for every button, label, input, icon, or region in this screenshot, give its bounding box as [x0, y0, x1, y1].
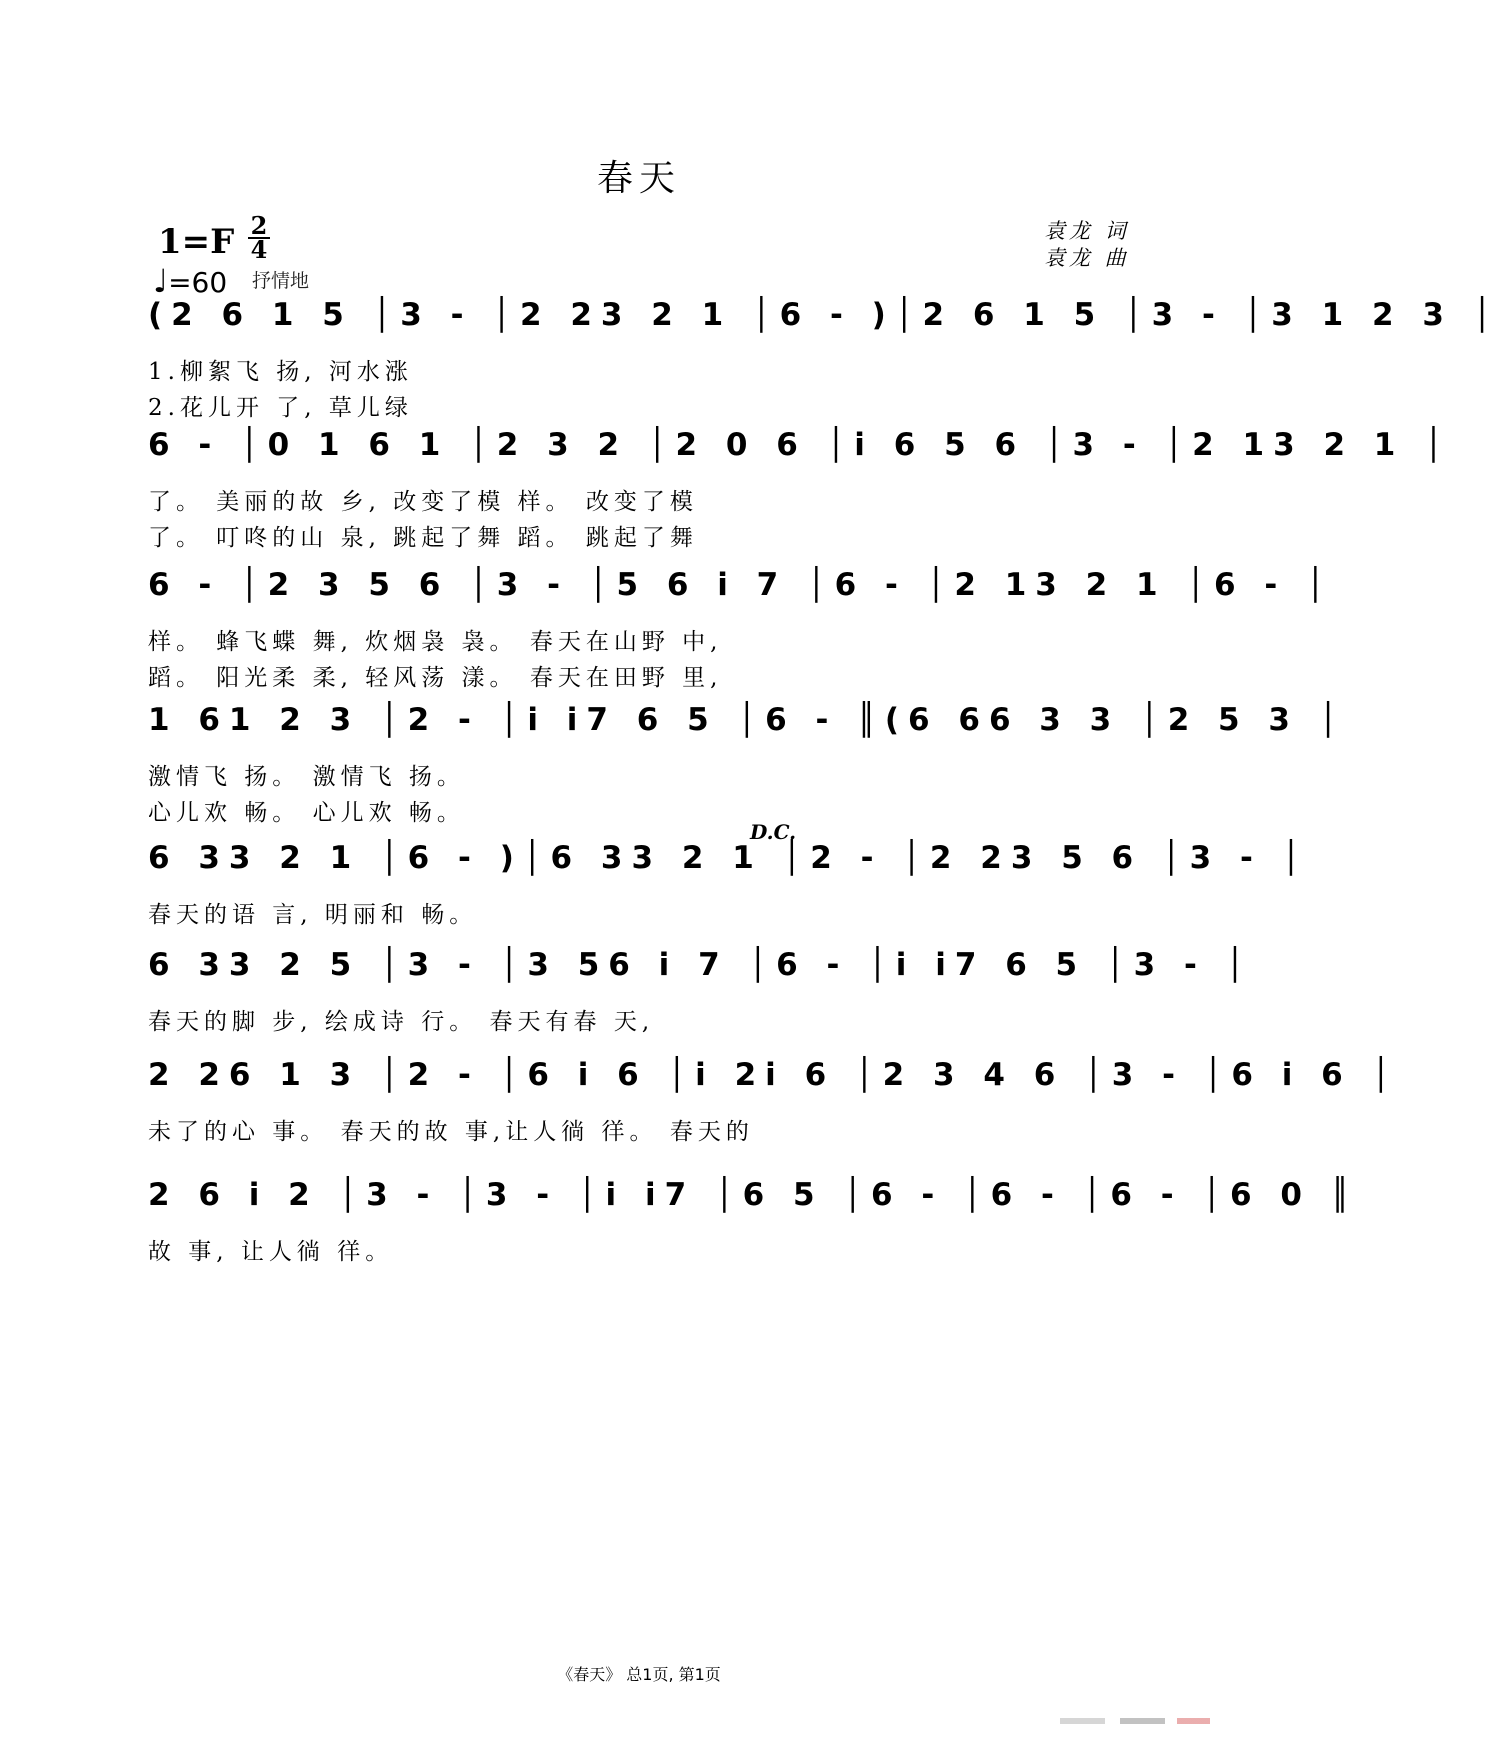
notation-line: 6 - │2 3 5 6 │3 - │5 6 i 7 │6 - │2 13 2 1 │6 - │: [148, 567, 1334, 603]
notation-line: 6 - │0 1 6 1 │2 3 2 │2 0 6 │i 6 5 6 │3 - │2 13 2 1 │: [148, 427, 1452, 463]
credits: [1044, 218, 1130, 272]
notation-line: 2 6 i 2 │3 - │3 - │i i7 │6 5 │6 - │6 - │6 - │6 0 ║: [148, 1177, 1359, 1213]
lyric-verse-2: 心儿欢 畅。 心儿欢 畅。: [148, 800, 465, 826]
lyric-verse-2: 了。 叮咚的山 泉, 跳起了舞 蹈。 跳起了舞: [148, 525, 698, 551]
lyric-verse-2: 蹈。 阳光柔 柔, 轻风荡 漾。 春天在田野 里,: [148, 665, 723, 691]
notation-line: 2 26 1 3 │2 - │6 i 6 │i 2i 6 │2 3 4 6 │3 - │6 i 6 │: [148, 1057, 1400, 1093]
tempo-value: =60: [168, 266, 228, 299]
key-signature: 1=F: [158, 222, 235, 262]
quarter-note-icon: ♩: [153, 262, 169, 300]
time-signature-top: 2: [250, 211, 268, 240]
lyric-verse-1: 春天的脚 步, 绘成诗 行。 春天有春 天,: [148, 1009, 655, 1035]
page-footer: 《春天》 总1页, 第1页: [557, 1665, 721, 1684]
lyric-verse-2: 2.花儿开 了, 草儿绿: [148, 395, 413, 421]
score-system: [148, 700, 1347, 840]
composer-credit: 袁龙 曲: [1044, 246, 1130, 270]
da-capo-mark: D.C.: [750, 820, 797, 844]
expression-marking: 抒情地: [252, 270, 310, 292]
score-system: [148, 565, 1334, 705]
time-signature-bottom: 4: [250, 235, 268, 264]
lyric-verse-1: 了。 美丽的故 乡, 改变了模 样。 改变了模: [148, 489, 698, 515]
lyric-verse-1: 激情飞 扬。 激情飞 扬。: [148, 764, 465, 790]
lyric-verse-1: 未了的心 事。 春天的故 事,让人徜 徉。 春天的: [148, 1119, 754, 1145]
lyric-verse-1: 春天的语 言, 明丽和 畅。: [148, 902, 478, 928]
score-system: [148, 1175, 1359, 1315]
lyric-verse-1: 样。 蜂飞蝶 舞, 炊烟袅 袅。 春天在山野 中,: [148, 629, 723, 655]
score-system: [148, 295, 1500, 435]
time-signature: [248, 211, 270, 264]
lyric-verse-1: 1.柳絮飞 扬, 河水涨: [148, 359, 413, 385]
notation-line: (2 6 1 5 │3 - │2 23 2 1 │6 - )│2 6 1 5 │3 - │3 1 2 3 │: [148, 297, 1500, 333]
notation-line: 6 33 2 1 │6 - )│6 33 2 1 │2 - │2 23 5 6 │3 - │: [148, 840, 1310, 876]
lyricist-credit: 袁龙 词: [1044, 219, 1130, 243]
notation-line: 1 61 2 3 │2 - │i i7 6 5 │6 - ║(6 66 3 3 │2 5 3 │: [148, 702, 1347, 738]
lyric-verse-1: 故 事, 让人徜 徉。: [148, 1239, 394, 1265]
page-title: 春天: [596, 158, 681, 199]
notation-line: 6 33 2 5 │3 - │3 56 i 7 │6 - │i i7 6 5 │3 - │: [148, 947, 1254, 983]
score-system: [148, 425, 1452, 565]
watermark-logo: [1060, 1718, 1210, 1724]
